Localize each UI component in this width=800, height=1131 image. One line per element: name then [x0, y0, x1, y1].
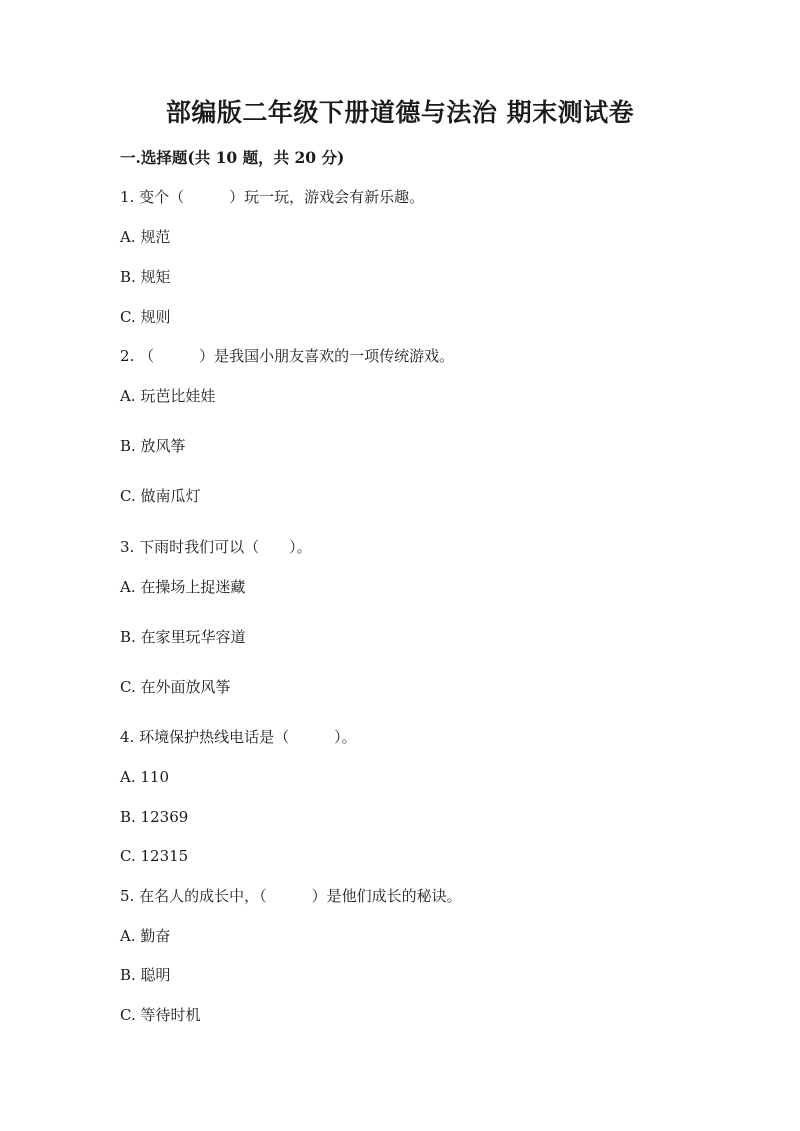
question-3-option-a: A. 在操场上捉迷藏 [120, 578, 246, 596]
question-3-option-c: C. 在外面放风筝 [120, 678, 231, 696]
page-title: 部编版二年级下册道德与法治 期末测试卷 [165, 98, 635, 127]
question-4-option-c: C. 12315 [120, 847, 189, 865]
section-heading: 一.选择题(共 10 题，共 20 分) [120, 148, 345, 167]
question-5-option-b: B. 聪明 [120, 966, 171, 984]
question-3-option-b: B. 在家里玩华容道 [120, 628, 246, 646]
question-2-stem: 2. （ ）是我国小朋友喜欢的一项传统游戏。 [120, 347, 455, 365]
question-1-option-c: C. 规则 [120, 308, 171, 326]
question-3-stem: 3. 下雨时我们可以（ ）。 [120, 538, 312, 556]
question-2-option-c: C. 做南瓜灯 [120, 487, 201, 505]
question-1-stem: 1. 变个（ ）玩一玩，游戏会有新乐趣。 [120, 188, 425, 206]
question-4-stem: 4. 环境保护热线电话是（ ）。 [120, 728, 357, 746]
question-4-option-b: B. 12369 [120, 808, 189, 826]
question-4-option-a: A. 110 [120, 768, 169, 786]
question-1-option-b: B. 规矩 [120, 268, 171, 286]
question-2-option-a: A. 玩芭比娃娃 [120, 387, 216, 405]
question-5-stem: 5. 在名人的成长中，（ ）是他们成长的秘诀。 [120, 887, 462, 905]
question-5-option-c: C. 等待时机 [120, 1006, 201, 1024]
question-2-option-b: B. 放风筝 [120, 437, 186, 455]
question-1-option-a: A. 规范 [120, 228, 171, 246]
question-5-option-a: A. 勤奋 [120, 927, 171, 945]
